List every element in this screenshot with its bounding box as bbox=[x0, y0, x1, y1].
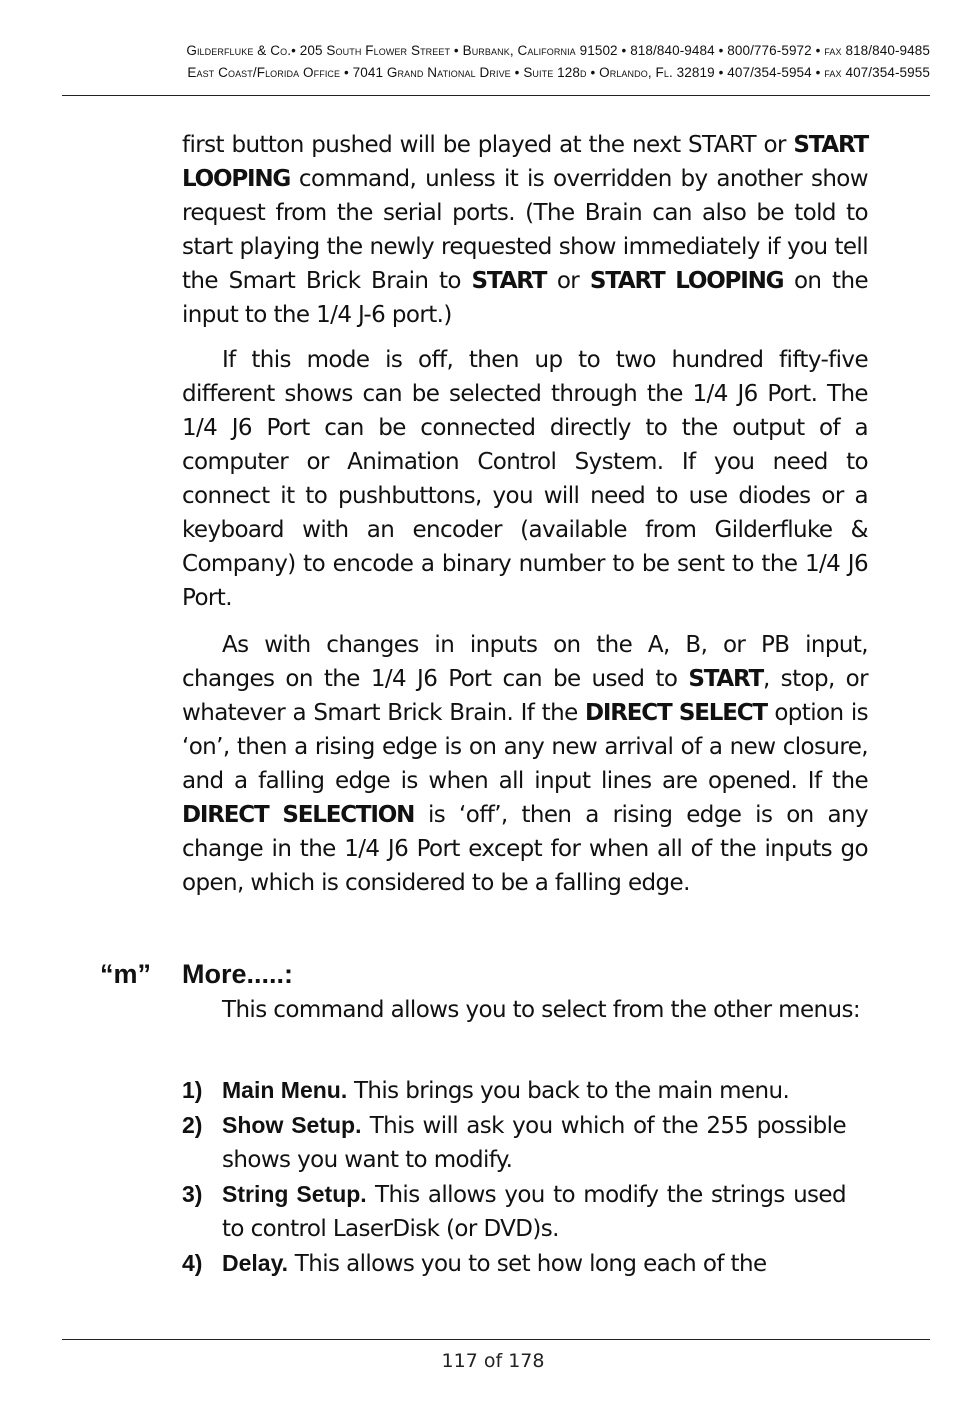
list-item-text: This brings you back to the main menu. bbox=[347, 1078, 790, 1104]
keyword-direct-select: DIRECT SELECT bbox=[585, 700, 767, 726]
keyword-direct-selection: DIRECT SELECTION bbox=[182, 802, 415, 828]
p3-text-3: option is ‘on’, then a rising edge is on any new arrival of a new closure, and a falling edge is when all input lines are opened. If the bbox=[182, 700, 868, 794]
paragraph-1 bbox=[182, 128, 868, 332]
list-item-text: This allows you to set how long each of the bbox=[288, 1251, 767, 1277]
footer-rule bbox=[62, 1339, 930, 1340]
section-intro-text: This command allows you to select from the other menus: bbox=[222, 997, 861, 1023]
header-rule bbox=[62, 95, 930, 96]
keyword-start: START bbox=[688, 666, 763, 692]
page-number: 117 of 178 bbox=[441, 1350, 545, 1372]
list-item-title: Delay. bbox=[222, 1250, 289, 1276]
paragraph-3 bbox=[182, 628, 868, 900]
list-item-title: Show Setup. bbox=[222, 1112, 362, 1138]
p1-text-3: or bbox=[546, 268, 590, 294]
header-address-line-2: East Coast/Florida Office • 7041 Grand National Drive • Suite 128d • Orlando, Fl. 32819 • 407/354-5954 • fax 407/354-5955 bbox=[187, 65, 930, 80]
keyword-start-looping: START LOOPING bbox=[182, 132, 868, 192]
p1-text-2: command, unless it is overridden by another show request from the serial ports. (The Brain can also be told to start playing the newly requested show immediately if you tell the Smart Brick Brain to bbox=[182, 166, 868, 294]
paragraph-2 bbox=[182, 343, 868, 615]
section-intro bbox=[182, 993, 868, 1027]
section-key: “m” bbox=[100, 959, 152, 989]
list-item-text: This will ask you which of the 255 possible shows you want to modify. bbox=[222, 1113, 846, 1173]
p3-text-2: , stop, or whatever a Smart Brick Brain. If the bbox=[182, 666, 868, 726]
list-item-text: This allows you to modify the strings used to control LaserDisk (or DVD)s. bbox=[222, 1182, 846, 1242]
keyword-start-looping: START LOOPING bbox=[589, 268, 784, 294]
list-item-title: Main Menu. bbox=[222, 1077, 348, 1103]
section-title: More.....: bbox=[182, 959, 294, 989]
list-item bbox=[182, 1177, 846, 1246]
list-item-number: 2) bbox=[182, 1112, 203, 1138]
page-header bbox=[62, 40, 930, 84]
p1-text-1: first button pushed will be played at the next START or bbox=[182, 132, 794, 158]
list-item-number: 4) bbox=[182, 1250, 203, 1276]
list-item-number: 1) bbox=[182, 1077, 203, 1103]
header-address-line-1: Gilderfluke & Co.• 205 South Flower Street • Burbank, California 91502 • 818/840-9484 • 800/776-5972 • fax 818/840-9485 bbox=[186, 43, 930, 58]
p3-text-4: is ‘off’, then a rising edge is on any change in the 1/4 J6 Port except for when all of the inputs go open, which is considered to be a falling edge. bbox=[182, 802, 868, 896]
list-item bbox=[182, 1073, 846, 1108]
list-item-number: 3) bbox=[182, 1181, 203, 1207]
list-item-title: String Setup. bbox=[222, 1181, 367, 1207]
p1-text-4: on the input to the 1/4 J-6 port.) bbox=[182, 268, 868, 328]
keyword-start: START bbox=[471, 268, 547, 294]
list-item bbox=[182, 1246, 846, 1281]
menu-list bbox=[182, 1073, 846, 1281]
p3-text-1: As with changes in inputs on the A, B, or PB input, changes on the 1/4 J6 Port can be used to bbox=[182, 632, 868, 692]
list-item bbox=[182, 1108, 846, 1177]
p2-text: If this mode is off, then up to two hundred fifty-five different shows can be selected through the 1/4 J6 Port. The 1/4 J6 Port can be connected directly to the output of a computer or Animation Control System. If you need to connect it to pushbuttons, you will need to use diodes or a keyboard with an encoder (available from Gilderfluke & Company) to encode a binary number to be sent to the 1/4 J6 Port. bbox=[182, 347, 868, 611]
